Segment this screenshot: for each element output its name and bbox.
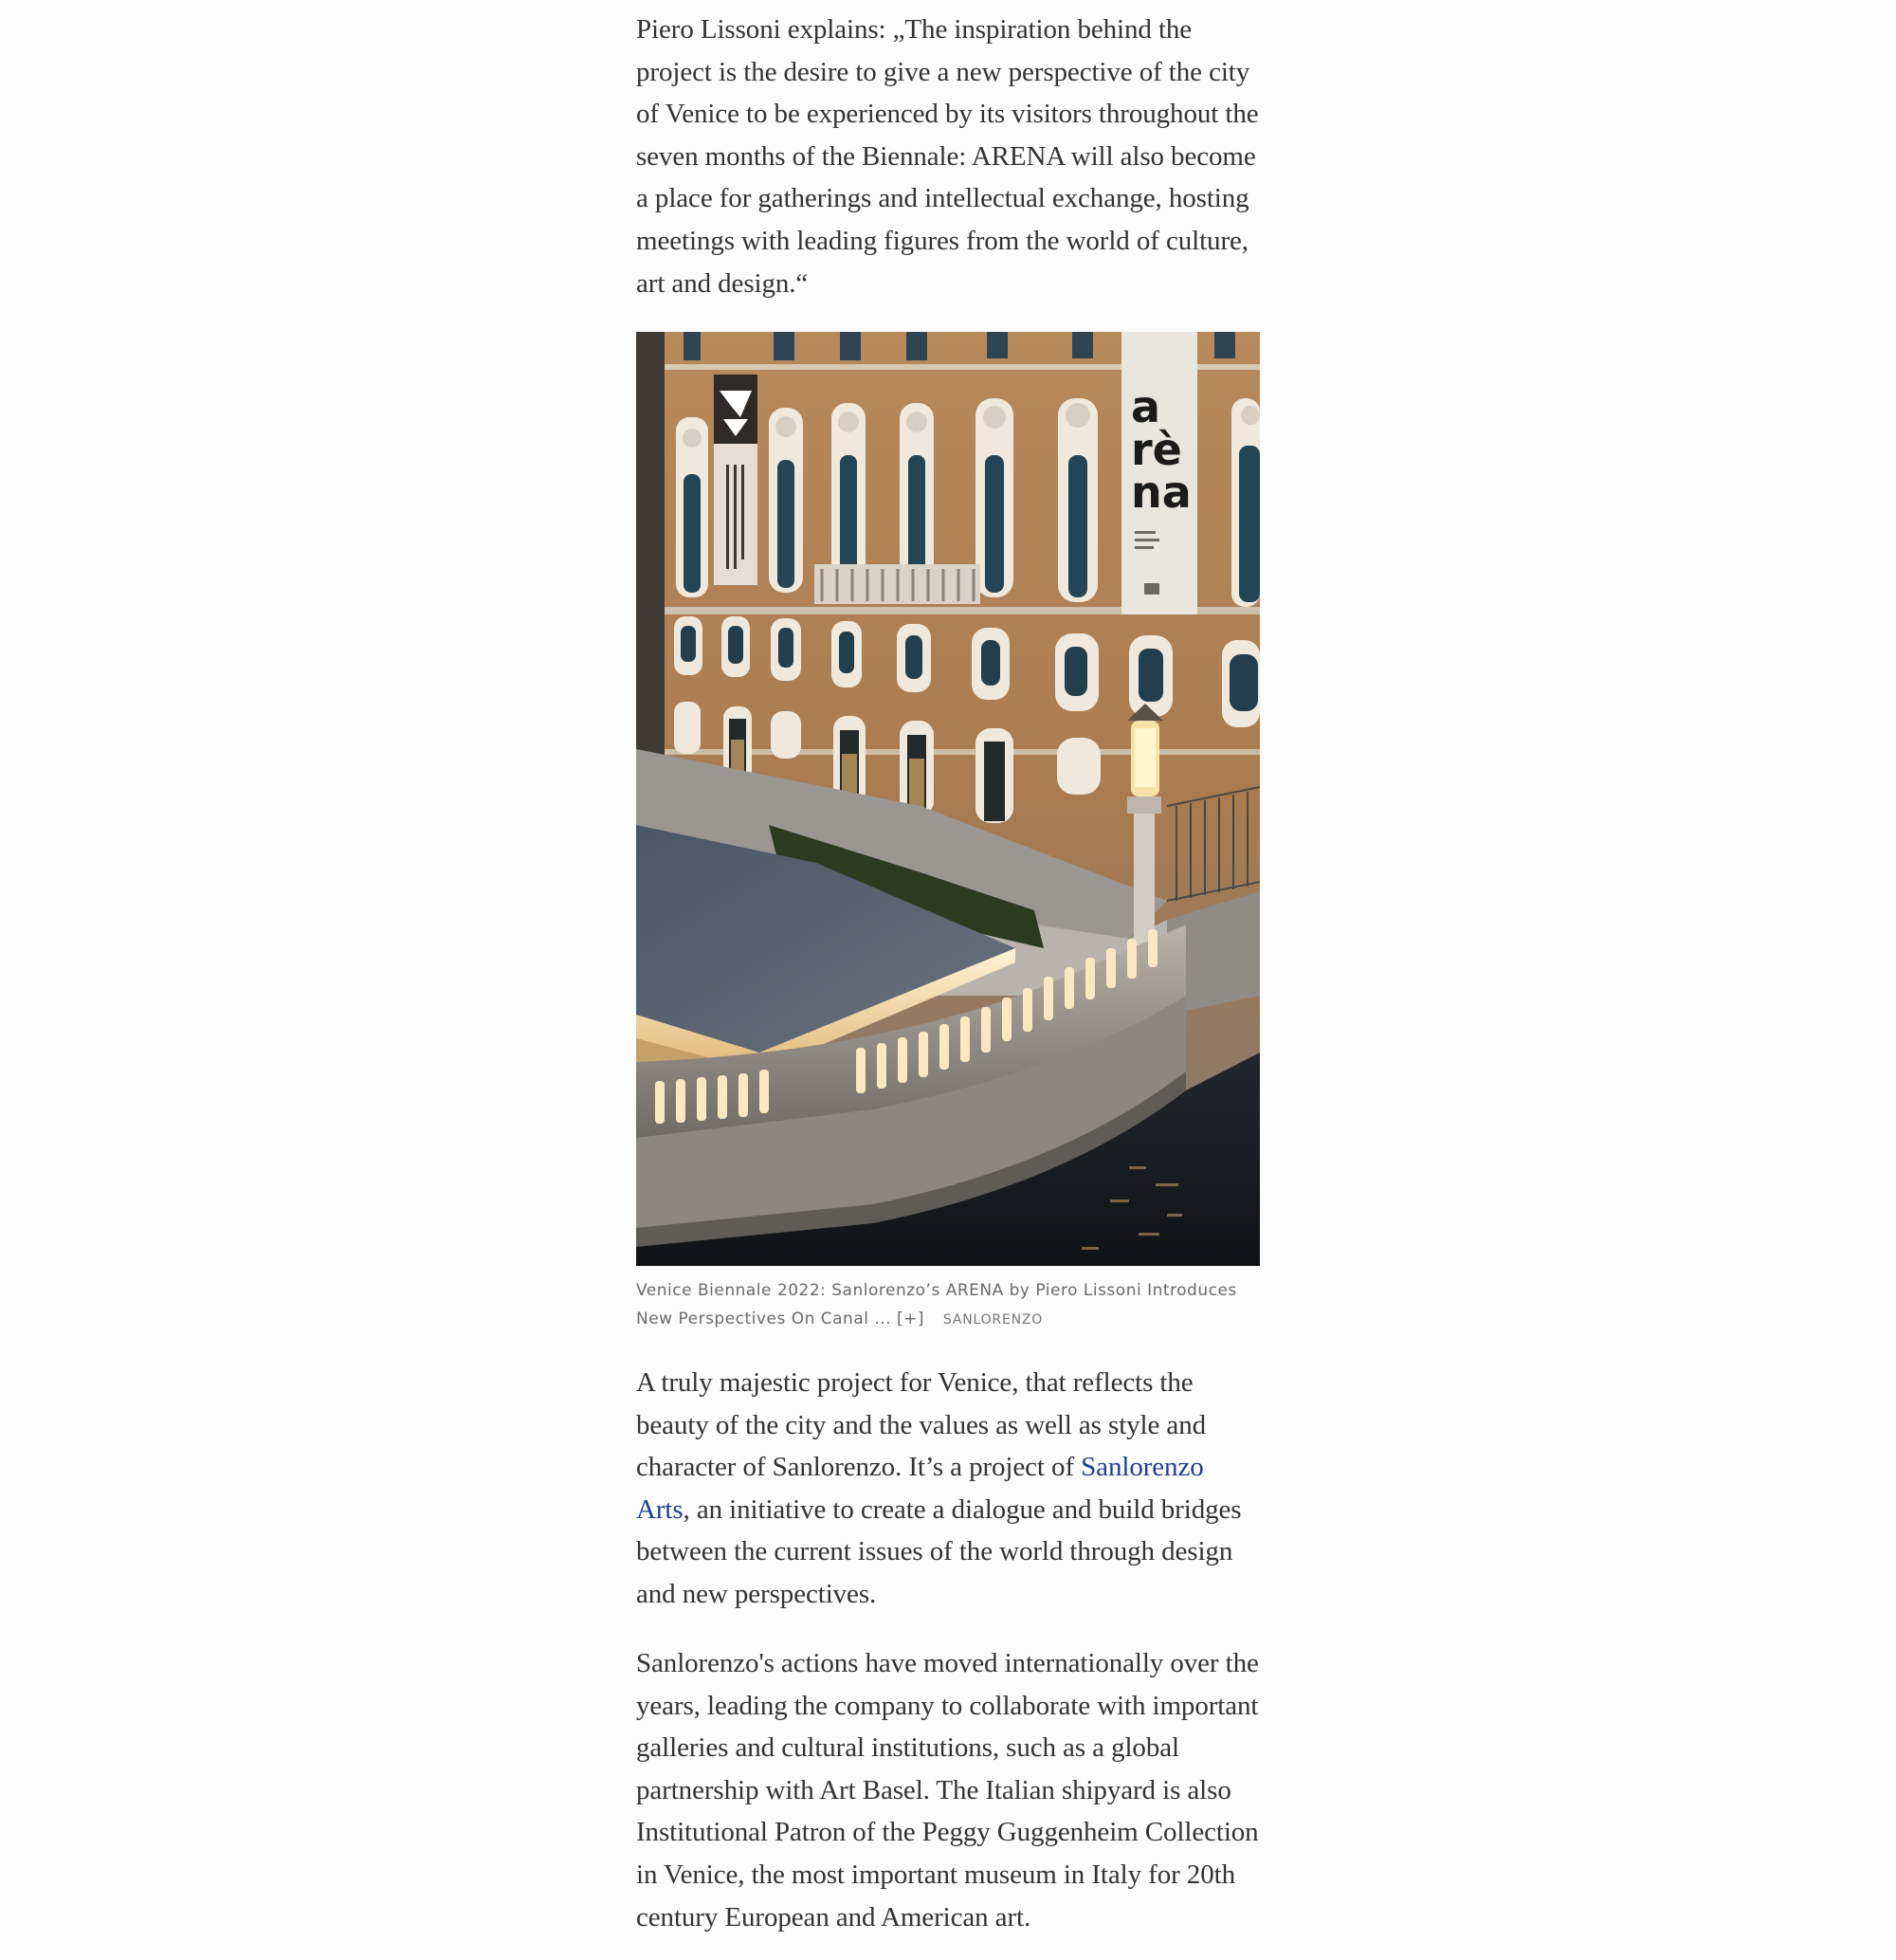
banner-text-a: a <box>1131 381 1161 432</box>
photo-credit: SANLORENZO <box>942 1312 1044 1328</box>
paragraph-international: Sanlorenzo's actions have moved internationally over the years, leading the company to collaborate with important galleries and cultural institutions, such as a global partnership with Art Basel. The Italian shipyard is also Institutional Patron of the Peggy Guggenheim Collection in Venice, the most important museum in Italy for 20th century European and American art. <box>636 1648 1259 1933</box>
photo-venice-arena <box>636 332 1260 1266</box>
paragraph-2-text-after: , an initiative to create a dialogue and build bridges between the current issues of the world through design and new perspectives. <box>636 1493 1242 1609</box>
paragraph-sanlorenzo-arts <box>636 1362 1262 1616</box>
paragraph-2-text-before: A truly majestic project for Venice, that reflects the beauty of the city and the values as well as style and character of Sanlorenzo. It’s a project of <box>636 1367 1206 1483</box>
caption-expand-button[interactable]: [+] <box>896 1310 924 1328</box>
banner-text-na: na <box>1131 467 1192 518</box>
banner-text-re: rè <box>1131 424 1182 475</box>
article-photo[interactable] <box>636 332 1260 1266</box>
sanlorenzo-arts-link[interactable]: Sanlorenzo Arts <box>636 1452 1204 1525</box>
photo-caption <box>636 1276 1252 1334</box>
paragraph-quote: Piero Lissoni explains: „The inspiration behind the project is the desire to give a new perspective of the city of Venice to be experienced by its visitors throughout the seven months of the Biennale: ARENA will also become a place for gatherings and intellectual exchange, hosting meetings with leading figures from the world of culture, art and design.“ <box>636 14 1259 299</box>
caption-text: Venice Biennale 2022: Sanlorenzo’s ARENA by Piero Lissoni Introduces New Perspectives On Canal ... <box>636 1281 1237 1328</box>
